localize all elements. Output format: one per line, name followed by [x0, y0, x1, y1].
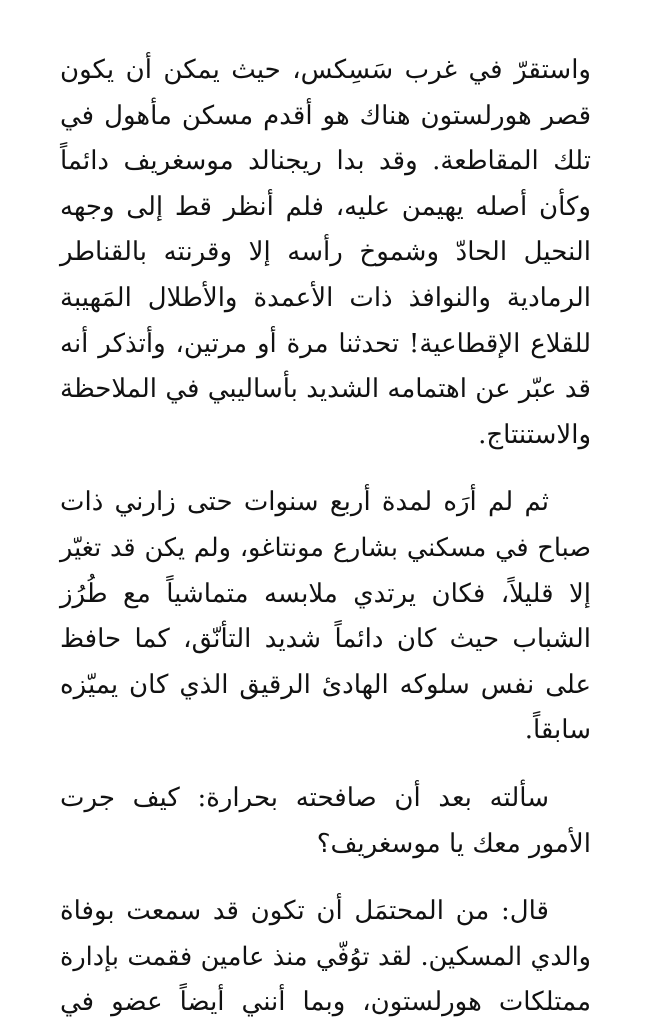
text-line: على نفس سلوكه الهادئ الرقيق الذي كان يميّزه [60, 669, 591, 700]
text-line: النحيل الحادّ وشموخ رأسه إلا وقرنته بالقناطر [60, 237, 591, 268]
paragraph [60, 48, 591, 458]
text-line: الأمور معك يا موسغريف؟ [316, 828, 591, 859]
text-line: وكأن أصله يهيمن عليه، فلم أنظر قط إلى وجهه [60, 191, 591, 222]
paragraph [60, 776, 591, 867]
text-line: تلك المقاطعة. وقد بدا ريجنالد موسغريف دائماً [60, 146, 591, 177]
text-line: واستقرّ في غرب سَسِكس، حيث يمكن أن يكون [60, 55, 591, 85]
text-line: قصر هورلستون هناك هو أقدم مسكن مأهول في [60, 100, 591, 131]
text-line: والدي المسكين. لقد توُفّي منذ عامين فقمت بإدارة [60, 941, 591, 972]
text-line: سابقاً. [524, 715, 591, 746]
text-line: ممتلكات هورلستون، وبما أنني أيضاً عضو في [60, 987, 591, 1018]
text-line: للقلاع الإقطاعية! تحدثنا مرة أو مرتين، وأتذكر أنه [60, 328, 591, 359]
paragraph [60, 480, 591, 754]
text-line: الرمادية والنوافذ ذات الأعمدة والأطلال المَهيبة [60, 282, 591, 313]
text-line: صباح في مسكني بشارع مونتاغو، ولم يكن قد تغيّر [60, 532, 591, 563]
text-line: سألته بعد أن صافحته بحرارة: كيف جرت [60, 782, 549, 813]
paragraph [60, 889, 591, 1026]
text-line: الشباب حيث كان دائماً شديد التأنّق، كما حافظ [60, 624, 591, 655]
text-line: والاستنتاج. [478, 419, 591, 450]
text-line: قال: من المحتمَل أن تكون قد سمعت بوفاة [60, 896, 549, 927]
text-line: إلا قليلاً، فكان يرتدي ملابسه متماشياً مع طُرُز [60, 578, 591, 609]
text-line: ثم لم أرَه لمدة أربع سنوات حتى زارني ذات [60, 487, 549, 518]
text-line: قد عبّر عن اهتمامه الشديد بأساليبي في الملاحظة [60, 374, 591, 405]
